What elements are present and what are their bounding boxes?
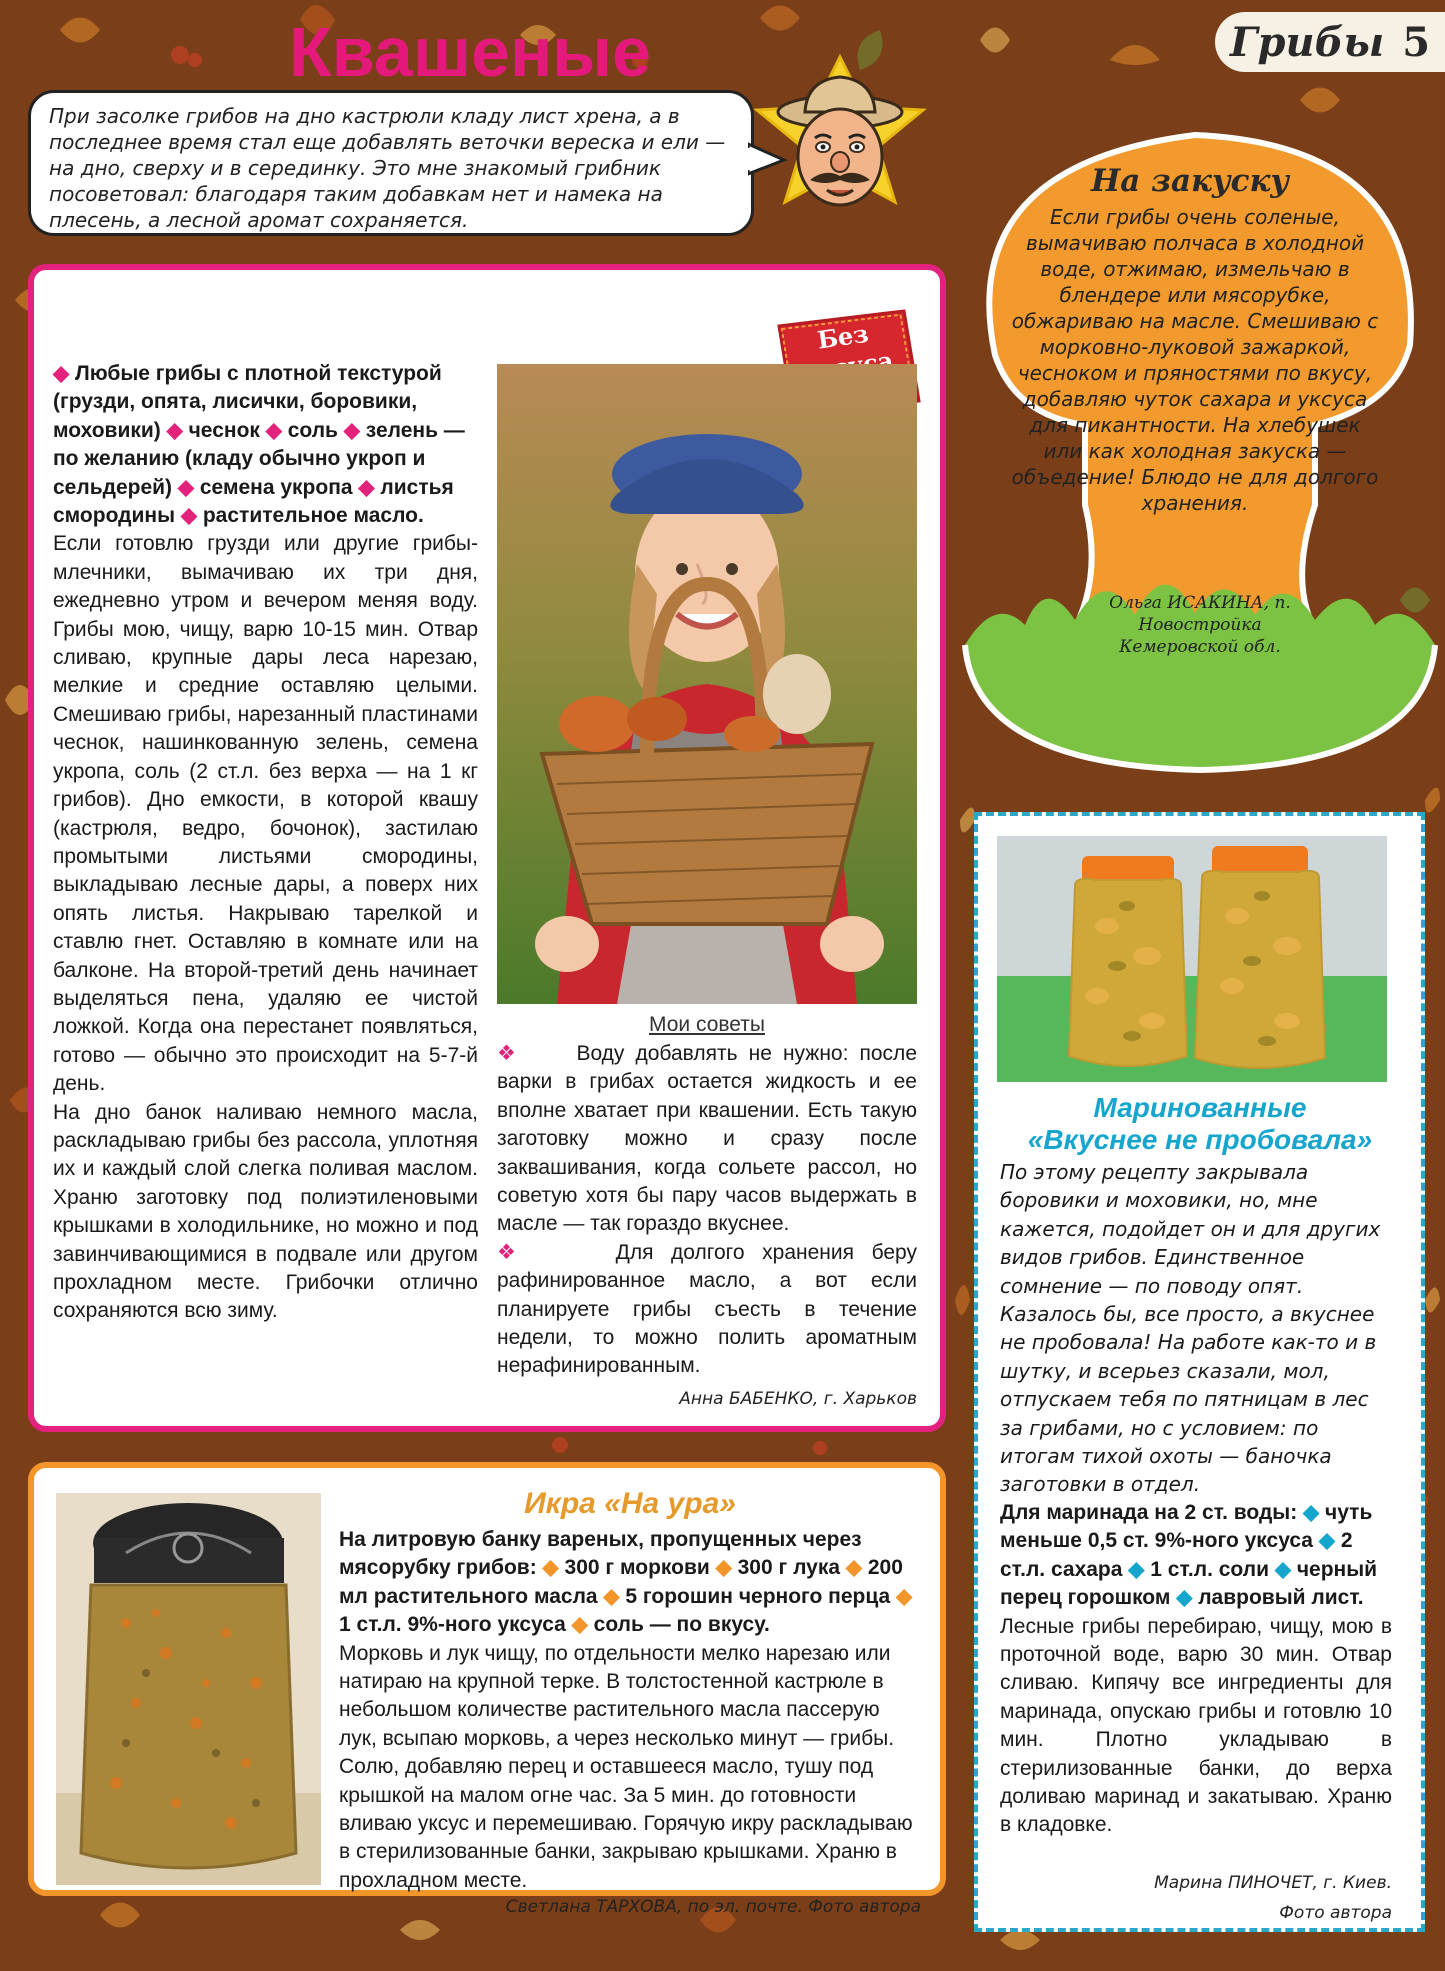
sidebar-signature	[1050, 592, 1350, 658]
advice-paragraph-2	[497, 1239, 917, 1381]
author-signature: Анна БАБЕНКО, г. Харьков	[679, 1389, 917, 1409]
advice-text: Воду добавлять не нужно: после варки в грибах остается жидкость и ее вполне хватает при квашении. Есть такую заготовку можно и сразу после заквашивания, когда сольете рассол, но советую хотя бы пару часов выдержать в масле — так гораздо вкуснее.	[497, 1042, 917, 1236]
advice-marker-icon: ❖	[497, 1240, 528, 1264]
marinated-intro: По этому рецепту закрывала боровики и моховики, но, мне кажется, подойдет он и для других видов грибов. Единственное сомнение — по поводу опят. Казалось бы, все просто, а вкуснее не пробовала! На работе как-то и в шутку, и всерьез сказали, мол, отпускаем тебя по пятницам в лес за грибами, но с условием: по итогам тихой охоты — баночка заготовки в отдел.	[1000, 1160, 1381, 1497]
caviar-ingredients: На литровую банку вареных, пропущенных через мясорубку грибов: ◆ 300 г моркови ◆ 300 г лука ◆ 200 мл растительного масла ◆ 5 горошин черного перца ◆ 1 ст.л. 9%-ного уксуса ◆ соль — по вкусу.	[339, 1528, 913, 1637]
ingredient: семена укропа	[199, 475, 353, 499]
ingredient: 300 г лука	[737, 1556, 841, 1580]
caviar-instructions: Морковь и лук чищу, по отдельности мелко нарезаю или натираю на крупной терке. В толстостенной кастрюле в небольшом количестве растительного масла пассерую лук, всыпаю морковь, а через несколько минут — грибы. Солю, добавляю перец и оставшееся масло, тушу под крышкой на малом огне час. За 5 мин. до готовности вливаю уксус и перемешиваю. Горячую икру раскладываю в стерилизованные банки, закрываю крышками. Храню в прохладном месте.	[339, 1641, 913, 1892]
sidebar-title: На закуску	[1091, 163, 1289, 199]
ingredient: Любые грибы с плотной текстурой (грузди, опята, лисички, боровики, моховики)	[53, 362, 442, 442]
sidebar-signature-name: Ольга ИСАКИНА, п. Новостройка	[1109, 593, 1291, 635]
ingredient-lead: На литровую банку вареных, пропущенных через мясорубку грибов:	[339, 1528, 862, 1580]
ingredient: 1 ст.л. соли	[1150, 1557, 1269, 1581]
advice-marker-icon: ❖	[497, 1042, 522, 1065]
ingredient: лавровый лист.	[1198, 1586, 1364, 1610]
caviar-column	[339, 1526, 921, 1895]
ingredient: 2 ст.л. сахара	[1000, 1529, 1353, 1581]
marinated-signature: Марина ПИНОЧЕТ, г. Киев.	[1154, 1873, 1392, 1893]
ingredient: 1 ст.л. 9%-ного уксуса	[339, 1613, 566, 1637]
marinated-title-line-1: Маринованные	[1093, 1092, 1307, 1123]
ingredient: черный перец горошком	[1000, 1557, 1378, 1610]
marinated-instructions: Лесные грибы перебираю, чищу, мою в проточной воде, варю 30 мин. Отвар сливаю. Кипячу все ингредиенты для маринада, опускаю грибы и готовлю 10 мин. Плотно укладываю в стерилизованные банки, до верха доливаю маринад и закатываю. Храню в кладовке.	[1000, 1614, 1392, 1837]
sidebar-signature-region: Кемеровской обл.	[1119, 637, 1281, 657]
ingredients-list: ◆ Любые грибы с плотной текстурой (грузди, опята, лисички, боровики, моховики) ◆ чеснок ◆ соль ◆ зелень — по желанию (кладу обычно укроп и сельдерей) ◆ семена укропа ◆ листья смородины ◆ растительное масло.	[53, 362, 465, 528]
marinated-signature-block	[1000, 1868, 1392, 1928]
ingredient: 200 мл растительного масла	[339, 1556, 903, 1608]
marinated-title	[985, 1092, 1415, 1156]
girl-with-mushroom-basket-photo	[497, 364, 917, 1004]
marinated-mushroom-jars-photo	[997, 836, 1387, 1082]
mushroom-picker-avatar	[735, 52, 945, 242]
tip-text: При засолке грибов на дно кастрюли кладу лист хрена, а в последнее время стал еще добавлять веточки вереска и ели — на дно, сверху и в серединку. Это мне знакомый грибник посоветовал: благодаря таким добавкам нет и намека на плесень, а лесной аромат сохраняется.	[49, 104, 726, 232]
ingredient: соль — по вкусу.	[593, 1613, 770, 1637]
recipe-column-1	[53, 360, 478, 1326]
advice-text: Для долгого хранения беру рафинированное масло, а вот если планируете грибы съесть в течение недели, то можно полить ароматным нерафинированным.	[497, 1240, 917, 1378]
marinated-title-line-2: «Вкуснее не пробовала»	[1027, 1124, 1373, 1155]
ingredient: 5 горошин черного перца	[625, 1584, 891, 1608]
sidebar-text: Если грибы очень соленые, вымачиваю полчаса в холодной воде, отжимаю, измельчаю в блендере или мясорубке, обжариваю на масле. Смешиваю с морковно-луковой зажаркой, чесноком и пряностями по вкусу, добавляю чуток сахара и уксуса для пикантности. На хлебушек или как холодная закуска — объедение! Блюдо не для долгого хранения.	[1011, 205, 1379, 515]
tip-speech-bubble	[28, 90, 754, 236]
photo-credit: Фото автора	[1279, 1903, 1392, 1923]
caviar-signature: Светлана ТАРХОВА, по эл. почте. Фото автора	[505, 1897, 921, 1917]
ingredient-lead: Для маринада на 2 ст. воды:	[1000, 1500, 1298, 1524]
recipe-column-2	[497, 1040, 917, 1381]
ingredient: соль	[287, 418, 338, 442]
marinated-column	[1000, 1158, 1392, 1840]
marinade-ingredients: Для маринада на 2 ст. воды: ◆ чуть меньше 0,5 ст. 9%-ного уксуса ◆ 2 ст.л. сахара ◆ 1 ст.л. соли ◆ черный перец горошком ◆ лавровый лист.	[1000, 1500, 1378, 1610]
badge-line-1: Без	[815, 318, 871, 355]
recipe-title: Квашеные	[288, 13, 652, 91]
sidebar-body	[1010, 204, 1380, 516]
section-header-tab	[1215, 12, 1445, 72]
advice-heading: Мои советы	[648, 1013, 765, 1036]
ingredient: чеснок	[188, 418, 260, 442]
ingredient: листья смородины	[53, 475, 454, 528]
ingredient: зелень — по желанию (кладу обычно укроп и сельдерей)	[53, 418, 465, 499]
section-title: Грибы	[1229, 18, 1385, 66]
recipe-instructions-1: Если готовлю грузди или другие грибы-млечники, вымачиваю их три дня, ежедневно утром и вечером меняя воду. Грибы мою, чищу, варю 10-15 мин. Отвар сливаю, крупные дары леса нарезаю, мелкие и средние оставляю целыми. Смешиваю грибы, нарезанный пластинами чеснок, нашинкованную зелень, семена укропа, соль (2 ст.л. без верха — на 1 кг грибов). Дно емкости, в которой квашу (кастрюля, ведро, бочонок), застилаю промытыми листьями смородины, выкладываю лесные дары, а поверх них опять листья. Накрываю тарелкой и ставлю гнет. Оставляю в комнате или на балконе. На второй-третий день начинает выделяться пена, удаляю ее чистой ложкой. Когда она перестанет появляться, готово — обычно это происходит на 5-7-й день.	[53, 532, 478, 1096]
ingredient: 300 г моркови	[564, 1556, 710, 1580]
ingredient: чуть меньше 0,5 ст. 9%-ного уксуса	[1000, 1500, 1373, 1553]
recipe-instructions-2: На дно банок наливаю немного масла, раскладываю грибы без рассола, уплотняя их и каждый слой слегка поливая маслом. Храню заготовку под полиэтиленовыми крышками в холодильнике, но можно и под завинчивающимися в подвале или другом прохладном месте. Грибочки отлично сохраняются всю зиму.	[53, 1100, 478, 1323]
mushroom-caviar-jar-photo	[56, 1493, 321, 1885]
advice-paragraph-1	[497, 1040, 917, 1239]
page-number: 5	[1402, 18, 1431, 66]
caviar-title: Икра «На ура»	[524, 1487, 736, 1520]
ingredient: растительное масло.	[202, 504, 424, 528]
